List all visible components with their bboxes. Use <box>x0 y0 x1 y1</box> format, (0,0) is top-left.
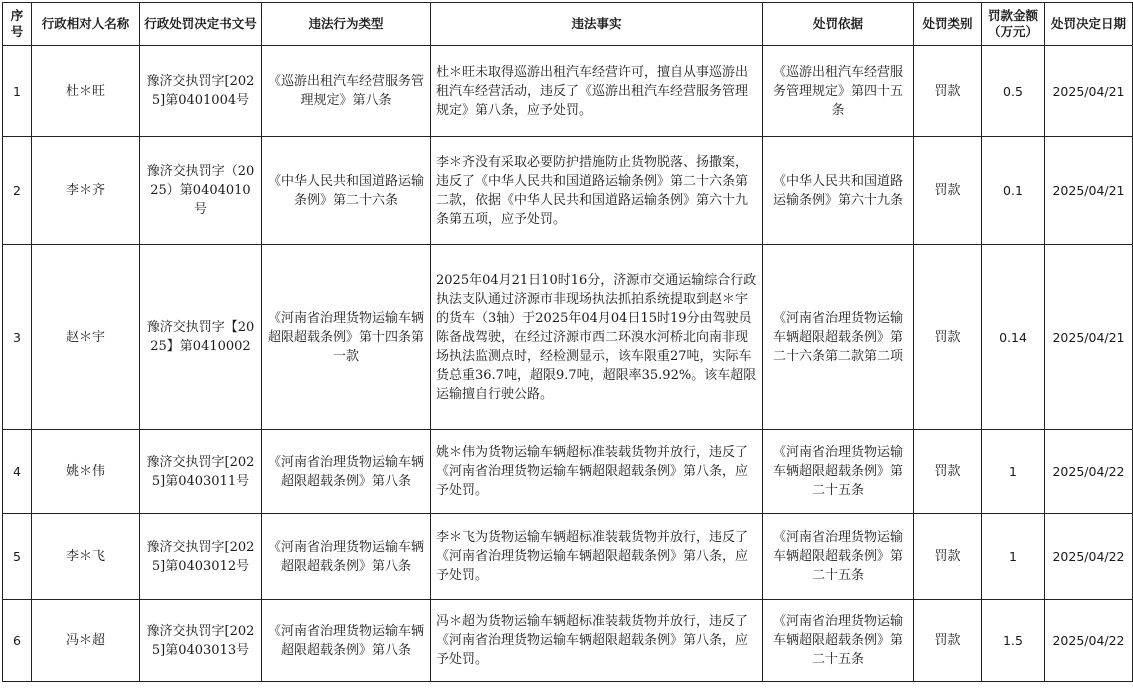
row-category: 罚款 <box>914 600 982 682</box>
table-row <box>3 46 1133 137</box>
row-violation-type: 《中华人民共和国道路运输条例》第二十六条 <box>262 137 431 245</box>
row-date: 2025/04/21 <box>1045 46 1133 137</box>
row-index: 4 <box>3 430 32 514</box>
row-basis: 《中华人民共和国道路运输条例》第六十九条 <box>763 137 914 245</box>
row-party: 赵＊宇 <box>32 245 140 430</box>
header-date: 处罚决定日期 <box>1045 3 1133 46</box>
header-index: 序号 <box>3 3 32 46</box>
row-facts: 李＊飞为货物运输车辆超标准装载货物并放行，违反了《河南省治理货物运输车辆超限超载条例》第八条，应予处罚。 <box>431 514 763 600</box>
row-basis: 《河南省治理货物运输车辆超限超载条例》第二十六条第二款第二项 <box>763 245 914 430</box>
row-basis: 《河南省治理货物运输车辆超限超载条例》第二十五条 <box>763 600 914 682</box>
row-facts: 2025年04月21日10时16分，济源市交通运输综合行政执法支队通过济源市非现场执法抓拍系统提取到赵＊宇的货车（3轴）于2025年04月04日15时19分由驾驶员陈备战驾驶，在经过济源市西二环溴水河桥北向南非现场执法监测点时，经检测显示，该车限重27吨，实际车货总重36.7吨，超限9.7吨，超限率35.92%。该车超限运输擅自行驶公路。 <box>431 245 763 430</box>
row-doc-no: 豫济交执罚字[2025]第0403011号 <box>140 430 262 514</box>
row-violation-type: 《巡游出租汽车经营服务管理规定》第八条 <box>262 46 431 137</box>
header-facts: 违法事实 <box>431 3 763 46</box>
table-row <box>3 137 1133 245</box>
row-fine: 1.5 <box>982 600 1045 682</box>
row-fine: 0.5 <box>982 46 1045 137</box>
row-facts: 冯＊超为货物运输车辆超标准装载货物并放行，违反了《河南省治理货物运输车辆超限超载条例》第八条，应予处罚。 <box>431 600 763 682</box>
penalty-table <box>2 2 1133 682</box>
header-basis: 处罚依据 <box>763 3 914 46</box>
row-date: 2025/04/22 <box>1045 430 1133 514</box>
row-doc-no: 豫济交执罚字【2025】第0410002 <box>140 245 262 430</box>
header-category: 处罚类别 <box>914 3 982 46</box>
row-date: 2025/04/21 <box>1045 245 1133 430</box>
row-violation-type: 《河南省治理货物运输车辆超限超载条例》第八条 <box>262 600 431 682</box>
row-party: 姚＊伟 <box>32 430 140 514</box>
row-date: 2025/04/21 <box>1045 137 1133 245</box>
row-doc-no: 豫济交执罚字（2025）第0404010号 <box>140 137 262 245</box>
row-index: 3 <box>3 245 32 430</box>
row-basis: 《河南省治理货物运输车辆超限超载条例》第二十五条 <box>763 514 914 600</box>
header-doc-no: 行政处罚决定书文号 <box>140 3 262 46</box>
row-basis: 《河南省治理货物运输车辆超限超载条例》第二十五条 <box>763 430 914 514</box>
row-party: 杜＊旺 <box>32 46 140 137</box>
row-category: 罚款 <box>914 514 982 600</box>
table-row <box>3 514 1133 600</box>
row-date: 2025/04/22 <box>1045 514 1133 600</box>
row-date: 2025/04/22 <box>1045 600 1133 682</box>
row-party: 李＊飞 <box>32 514 140 600</box>
row-category: 罚款 <box>914 245 982 430</box>
table-row <box>3 245 1133 430</box>
row-violation-type: 《河南省治理货物运输车辆超限超载条例》第八条 <box>262 514 431 600</box>
header-row <box>3 3 1133 46</box>
row-index: 2 <box>3 137 32 245</box>
row-index: 6 <box>3 600 32 682</box>
row-index: 5 <box>3 514 32 600</box>
row-category: 罚款 <box>914 137 982 245</box>
row-doc-no: 豫济交执罚字[2025]第0403013号 <box>140 600 262 682</box>
row-fine: 1 <box>982 514 1045 600</box>
header-fine: 罚款金额（万元） <box>982 3 1045 46</box>
table-row <box>3 600 1133 682</box>
row-violation-type: 《河南省治理货物运输车辆超限超载条例》第十四条第一款 <box>262 245 431 430</box>
row-doc-no: 豫济交执罚字[2025]第0403012号 <box>140 514 262 600</box>
table-row <box>3 430 1133 514</box>
row-doc-no: 豫济交执罚字[2025]第0401004号 <box>140 46 262 137</box>
row-category: 罚款 <box>914 46 982 137</box>
row-fine: 0.1 <box>982 137 1045 245</box>
row-party: 冯＊超 <box>32 600 140 682</box>
row-facts: 李＊齐没有采取必要防护措施防止货物脱落、扬撒案，违反了《中华人民共和国道路运输条例》第二十六条第二款，依据《中华人民共和国道路运输条例》第六十九条第五项，应予处罚。 <box>431 137 763 245</box>
row-index: 1 <box>3 46 32 137</box>
row-fine: 0.14 <box>982 245 1045 430</box>
header-violation-type: 违法行为类型 <box>262 3 431 46</box>
row-facts: 姚＊伟为货物运输车辆超标准装载货物并放行，违反了《河南省治理货物运输车辆超限超载条例》第八条，应予处罚。 <box>431 430 763 514</box>
row-basis: 《巡游出租汽车经营服务管理规定》第四十五条 <box>763 46 914 137</box>
row-category: 罚款 <box>914 430 982 514</box>
row-party: 李＊齐 <box>32 137 140 245</box>
row-facts: 杜＊旺未取得巡游出租汽车经营许可，擅自从事巡游出租汽车经营活动，违反了《巡游出租汽车经营服务管理规定》第八条，应予处罚。 <box>431 46 763 137</box>
row-fine: 1 <box>982 430 1045 514</box>
row-violation-type: 《河南省治理货物运输车辆超限超载条例》第八条 <box>262 430 431 514</box>
header-party: 行政相对人名称 <box>32 3 140 46</box>
